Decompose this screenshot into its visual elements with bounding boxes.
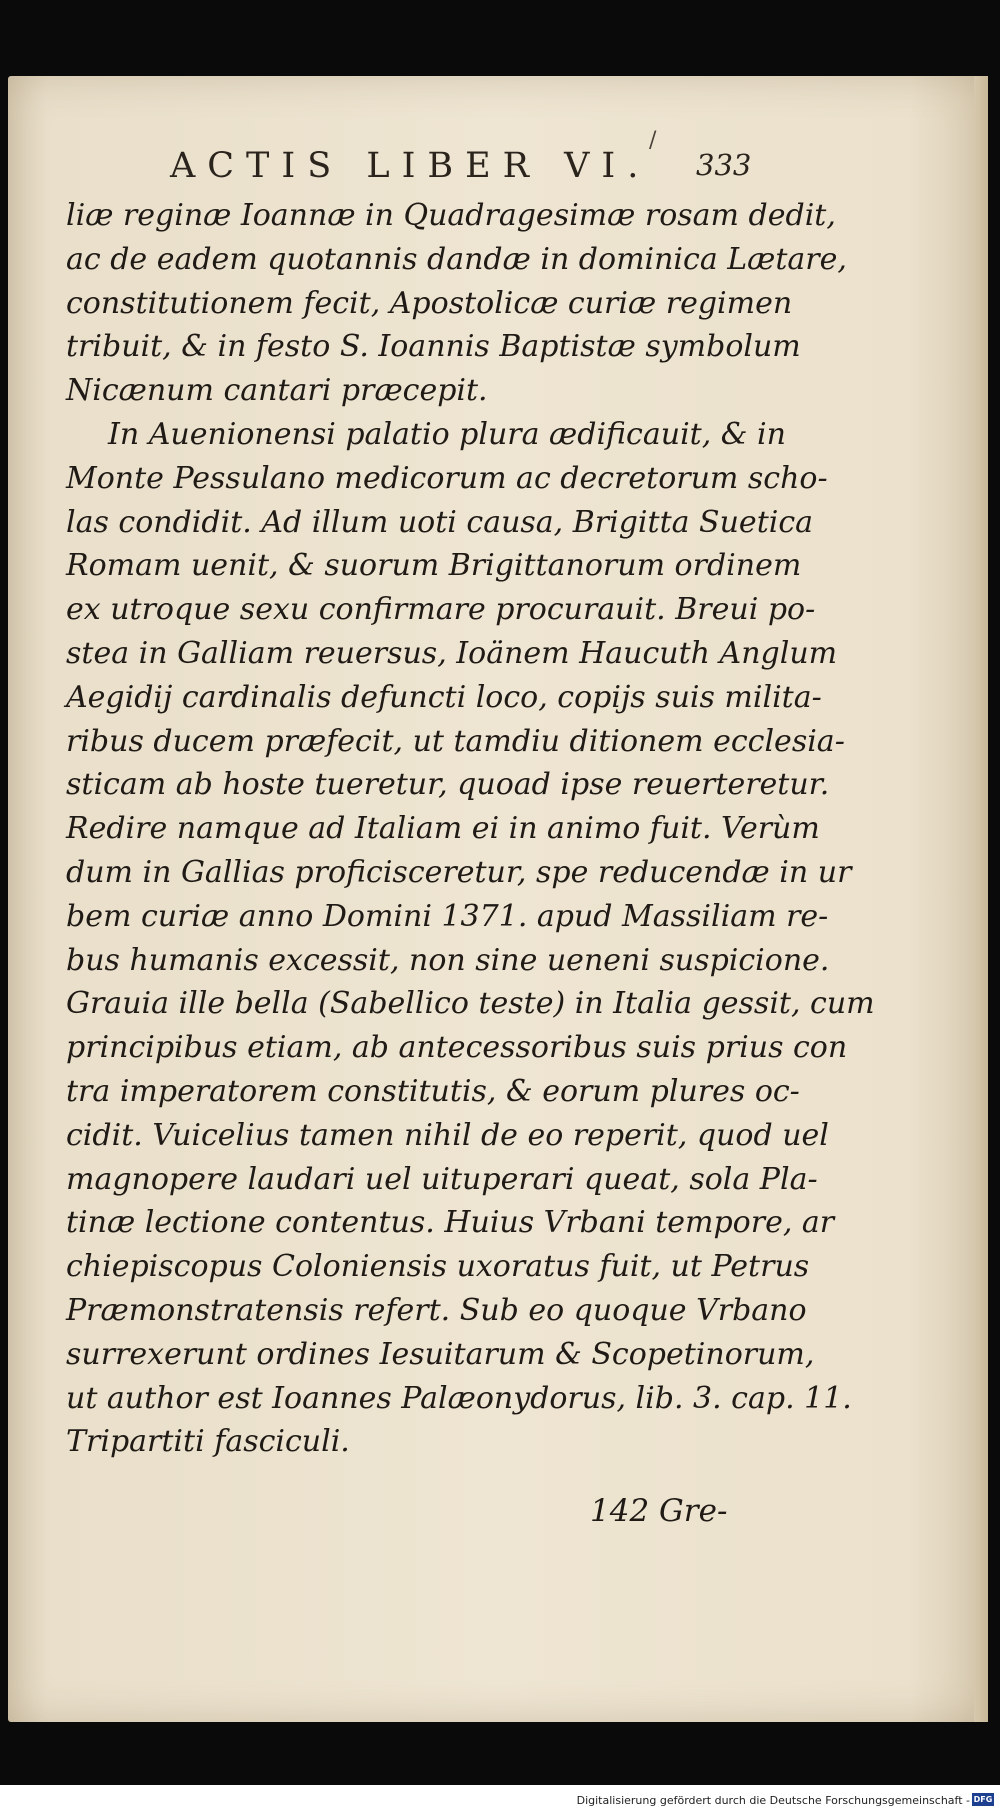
text-line: dum in Gallias proficisceretur, spe reducendæ in ur <box>66 854 852 890</box>
margin-mark: / <box>649 128 657 153</box>
text-line: tinæ lectione contentus. Huius Vrbani tempore, ar <box>66 1205 835 1241</box>
text-line: tra imperatorem constitutis, & eorum plures oc- <box>66 1073 800 1109</box>
text-line: liæ reginæ Ioannæ in Quadragesimæ rosam dedit, <box>66 198 836 233</box>
text-line: Grauia ille bella (Sabellico teste) in Italia gessit, cum <box>66 986 875 1022</box>
text-line: Aegidij cardinalis defuncti loco, copijs suis milita- <box>66 679 822 715</box>
catchword: 142 Gre- <box>590 1493 728 1529</box>
text-line: In Auenionensi palatio plura ædificauit, & in <box>108 416 786 452</box>
running-head: ACTIS LIBER VI. <box>170 146 651 186</box>
text-line: chiepiscopus Coloniensis uxoratus fuit, ut Petrus <box>66 1249 810 1285</box>
text-line: constitutionem fecit, Apostolicæ curiæ regimen <box>66 285 793 321</box>
text-line: sticam ab hoste tueretur, quoad ipse reuerteretur. <box>66 767 830 803</box>
text-line: Romam uenit, & suorum Brigittanorum ordinem <box>66 548 802 584</box>
text-line: bus humanis excessit, non sine ueneni suspicione. <box>66 942 830 978</box>
book-page <box>8 76 988 1722</box>
text-line: magnopere laudari uel uituperari queat, sola Pla- <box>66 1161 818 1197</box>
dfg-logo: DFG <box>973 1795 993 1804</box>
text-line: ut author est Ioannes Palæonydorus, lib. 3. cap. 11. <box>66 1380 852 1416</box>
text-line: surrexerunt ordines Iesuitarum & Scopetinorum, <box>66 1336 815 1372</box>
text-line: tribuit, & in festo S. Ioannis Baptistæ symbolum <box>66 329 801 365</box>
body-text <box>66 194 875 1464</box>
text-line: las condidit. Ad illum uoti causa, Brigitta Suetica <box>66 504 814 540</box>
text-line: Monte Pessulano medicorum ac decretorum scho- <box>66 460 828 496</box>
text-line: stea in Galliam reuersus, Ioänem Haucuth Anglum <box>66 635 838 671</box>
text-line: Tripartiti fasciculi. <box>66 1424 350 1460</box>
folio-number: 333 <box>696 148 752 182</box>
text-line: ex utroque sexu confirmare procurauit. Breui po- <box>66 592 816 628</box>
text-line: ribus ducem præfecit, ut tamdiu ditionem ecclesia- <box>66 723 845 759</box>
text-line: principibus etiam, ab antecessoribus suis prius con <box>66 1030 848 1066</box>
text-line: Nicænum cantari præcepit. <box>66 373 488 409</box>
text-line: Præmonstratensis refert. Sub eo quoque Vrbano <box>66 1292 807 1328</box>
text-line: cidit. Vuicelius tamen nihil de eo reperit, quod uel <box>66 1117 829 1153</box>
page-edge <box>974 76 988 1722</box>
funding-credit: Digitalisierung gefördert durch die Deutsche Forschungsgemeinschaft - <box>576 1794 970 1807</box>
text-line: ac de eadem quotannis dandæ in dominica Lætare, <box>66 241 847 277</box>
text-line: bem curiæ anno Domini 1371. apud Massiliam re- <box>66 898 829 934</box>
text-line: Redire namque ad Italiam ei in animo fuit. Verùm <box>66 811 820 847</box>
